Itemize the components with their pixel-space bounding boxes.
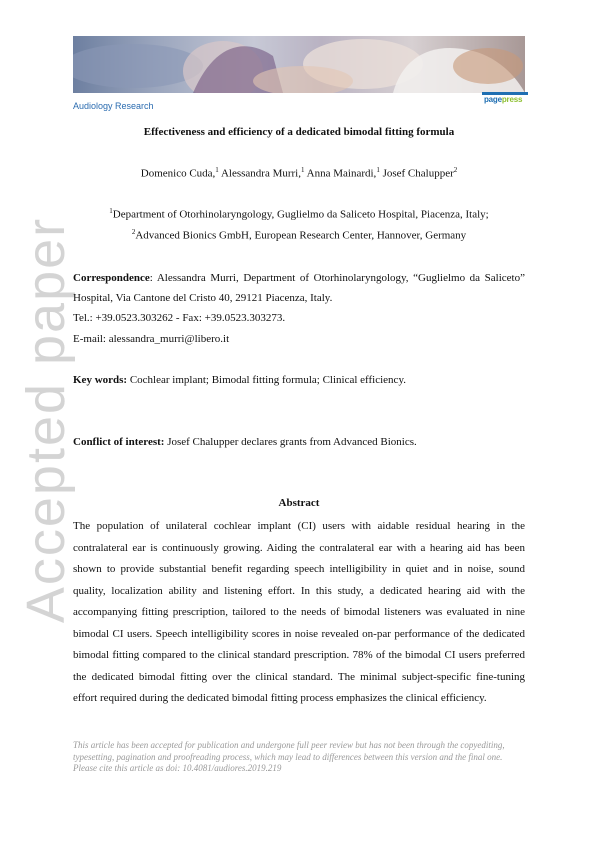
correspondence-text: : Alessandra Murri, Department of Otorhinolaryngology, “Guglielmo da Saliceto” Hospital, Via Cantone del Cristo 40, 29121 Piacenza, Italy. xyxy=(73,272,525,304)
keywords-text: Cochlear implant; Bimodal fitting formula; Clinical efficiency. xyxy=(127,374,406,386)
author-name: Josef Chalupper xyxy=(382,167,454,180)
author-affil-sup: 1 xyxy=(376,166,380,174)
author-name: Anna Mainardi, xyxy=(306,167,377,180)
banner-illustration xyxy=(73,36,525,93)
author-name: Alessandra Murri, xyxy=(220,167,301,180)
abstract-heading: Abstract xyxy=(278,497,320,509)
author-affil-sup: 2 xyxy=(453,166,458,174)
correspondence-label: Correspondence xyxy=(73,272,150,284)
affiliation-text: Advanced Bionics GmbH, European Research Center, Hannover, Germany xyxy=(135,229,467,242)
logo-main: page xyxy=(484,95,502,104)
journal-name: Audiology Research xyxy=(73,101,154,111)
footer-citation: Please cite this article as doi: 10.4081/audiores.2019.219 xyxy=(73,763,282,773)
pagepress-logo xyxy=(482,92,528,106)
keywords-label: Key words: xyxy=(73,374,128,386)
keywords-line xyxy=(73,370,525,390)
affiliation-sup: 2 xyxy=(131,228,136,236)
author-affil-sup: 1 xyxy=(301,166,305,174)
logo-text xyxy=(484,95,522,104)
header-banner-image xyxy=(73,36,525,93)
paper-title: Effectiveness and efficiency of a dedicated bimodal fitting formula xyxy=(143,126,455,138)
conflict-text: Josef Chalupper declares grants from Advanced Bionics. xyxy=(164,436,417,448)
affiliation-2 xyxy=(73,228,525,242)
conflict-line xyxy=(73,432,525,452)
affiliation-sup: 1 xyxy=(109,207,113,215)
footer-notice xyxy=(73,740,525,775)
accepted-paper-watermark: Accepted paper xyxy=(16,216,76,624)
author-list xyxy=(73,166,525,180)
author-affil-sup: 1 xyxy=(215,166,219,174)
affiliation-1 xyxy=(73,207,525,221)
conflict-label: Conflict of interest: xyxy=(73,436,165,448)
abstract-body: The population of unilateral cochlear implant (CI) users with aidable residual hearing in the contralateral ear is continuously growing. Aiding the contralateral ear with a hearing aid has been shown to provide substantial benefit regarding speech intelligibility in quiet and in noise, sound quality, localization ability and listening effort. In this study, a dedicated hearing aid with the accompanying fitting prescription, tailored to the needs of bimodal listeners was evaluated in nine bimodal CI users. Speech intelligibility scores in noise revealed on-par performance of the dedicated bimodal fitting compared to the clinical standard prescription. 78% of the bimodal CI users preferred the dedicated bimodal fitting over the clinical standard. The minimal subject-specific fine-tuning effort required during the dedicated bimodal fitting process emphasizes the clinical efficiency. xyxy=(73,520,525,704)
footer-notice-text: This article has been accepted for publication and undergone full peer review but has not been through the copyediting, typesetting, pagination and proofreading process, which may lead to differences between this version and the final one. xyxy=(73,740,505,762)
author-name: Domenico Cuda, xyxy=(140,167,216,180)
affiliation-text: Department of Otorhinolaryngology, Guglielmo da Saliceto Hospital, Piacenza, Italy; xyxy=(112,208,489,221)
correspondence-email: E-mail: alessandra_murri@libero.it xyxy=(73,333,230,345)
correspondence-block xyxy=(73,268,525,308)
correspondence-tel: Tel.: +39.0523.303262 - Fax: +39.0523.303273. xyxy=(73,312,286,324)
logo-accent: press xyxy=(501,95,523,104)
